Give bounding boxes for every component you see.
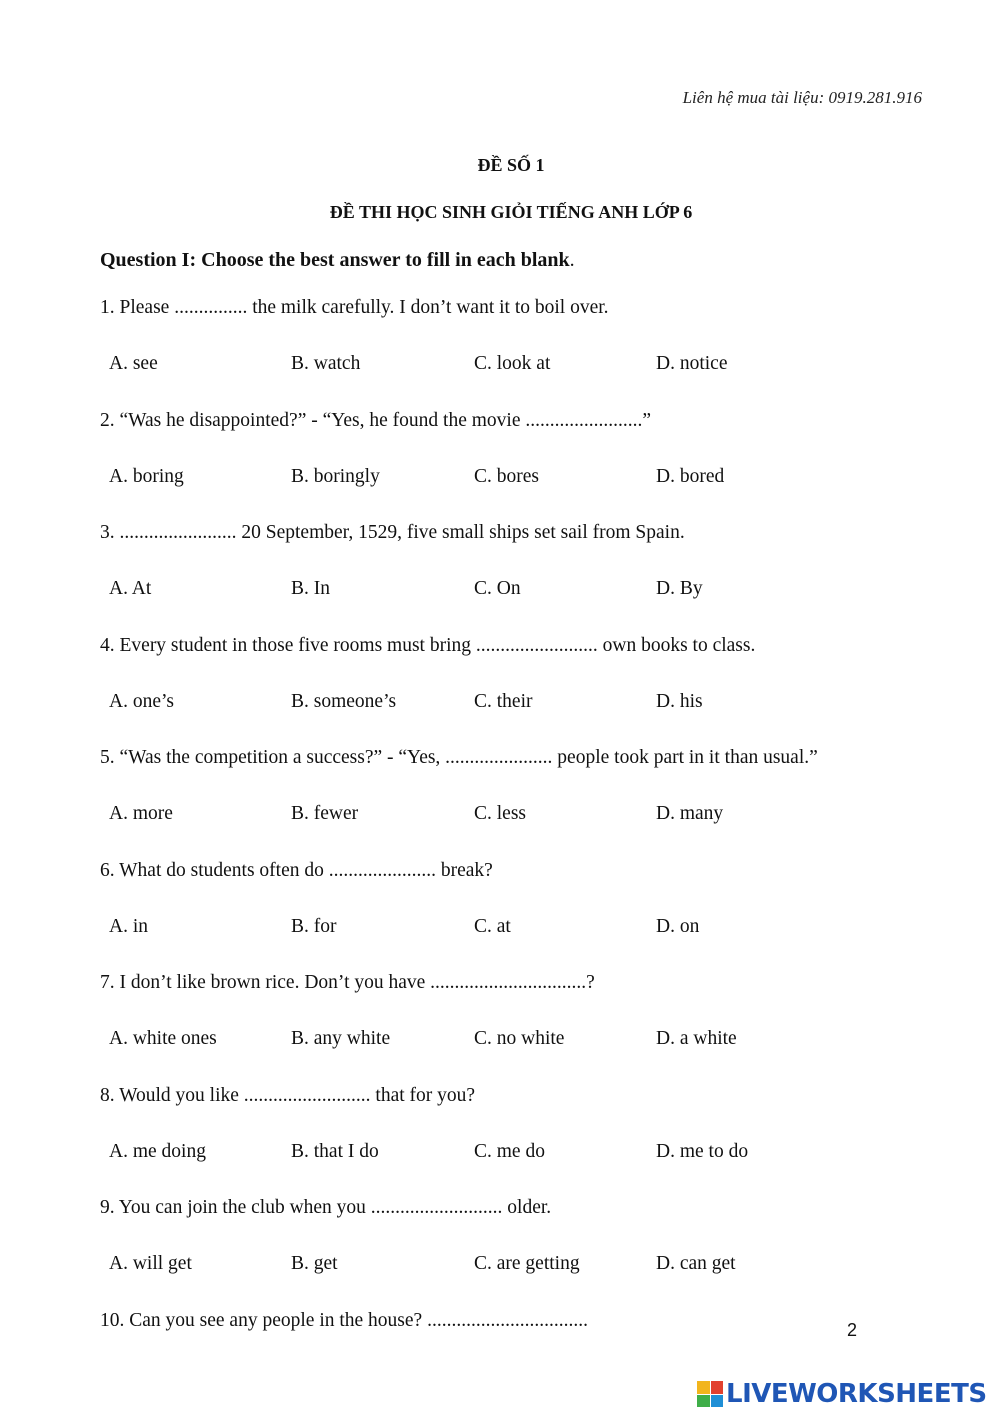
exam-title: ĐỀ THI HỌC SINH GIỎI TIẾNG ANH LỚP 6 [329, 202, 693, 222]
question-5-option-d: D. many [656, 803, 724, 824]
question-5-option-a: A. more [109, 803, 173, 824]
question-8-option-a: A. me doing [109, 1140, 206, 1162]
question-9-option-d: D. can get [656, 1253, 736, 1274]
question-3-option-a: A. At [109, 578, 152, 599]
question-stem-8: 8. Would you like .......................... that for you? [100, 1084, 476, 1106]
section-heading-text: Question I: Choose the best answer to fill in each blank [100, 249, 570, 271]
question-7-option-c: C. no white [474, 1028, 565, 1049]
logo-square-2 [711, 1381, 724, 1394]
question-5-option-b: B. fewer [291, 803, 359, 824]
question-3-option-b: B. In [291, 578, 330, 599]
question-7-option-d: D. a white [656, 1028, 737, 1049]
question-8-option-b: B. that I do [291, 1140, 379, 1162]
question-9-option-a: A. will get [109, 1253, 192, 1274]
question-stem-3: 3. ........................ 20 September, 1529, five small ships set sail from Spain. [100, 522, 685, 543]
question-4-option-d: D. his [656, 690, 703, 712]
brand-name: LIVEWORKSHEETS [726, 1379, 987, 1409]
logo-square-4 [711, 1395, 724, 1408]
question-1-option-c: C. look at [474, 353, 551, 374]
question-stem-5: 5. “Was the competition a success?” - “Yes, ...................... people took part in it than usual.” [100, 747, 818, 768]
question-stem-7: 7. I don’t like brown rice. Don’t you have ................................? [100, 972, 595, 993]
question-4-option-c: C. their [474, 690, 533, 712]
logo-square-1 [697, 1381, 710, 1394]
question-7-option-b: B. any white [291, 1028, 391, 1049]
question-9-option-b: B. get [291, 1253, 338, 1274]
question-4-option-a: A. one’s [109, 690, 174, 712]
question-3-option-c: C. On [474, 578, 521, 599]
question-2-option-a: A. boring [109, 465, 184, 487]
question-9-option-c: C. are getting [474, 1253, 580, 1274]
question-6-option-c: C. at [474, 915, 511, 937]
contact-line: Liên hệ mua tài liệu: 0919.281.916 [682, 88, 922, 107]
question-5-option-c: C. less [474, 803, 527, 824]
question-stem-9: 9. You can join the club when you ........................... older. [100, 1197, 552, 1218]
liveworksheets-logo-icon [697, 1381, 723, 1407]
liveworksheets-brand [697, 1378, 987, 1410]
section-heading-period: . [569, 249, 575, 271]
question-1-option-d: D. notice [656, 353, 728, 374]
question-8-option-d: D. me to do [656, 1140, 749, 1162]
question-7-option-a: A. white ones [109, 1028, 217, 1049]
question-2-option-d: D. bored [656, 465, 725, 487]
section-heading [100, 249, 575, 272]
question-6-option-a: A. in [109, 915, 148, 937]
question-8-option-c: C. me do [474, 1140, 545, 1162]
question-1-option-a: A. see [109, 353, 158, 374]
question-6-option-b: B. for [291, 915, 337, 937]
page-number: 2 [847, 1320, 858, 1340]
question-2-option-b: B. boringly [291, 465, 380, 487]
question-1-option-b: B. watch [291, 353, 361, 374]
exam-number-title: ĐỀ SỐ 1 [477, 155, 545, 175]
question-stem-6: 6. What do students often do ...................... break? [100, 859, 493, 881]
question-4-option-b: B. someone’s [291, 690, 397, 712]
question-stem-2: 2. “Was he disappointed?” - “Yes, he found the movie ........................” [100, 409, 651, 431]
question-stem-1: 1. Please ............... the milk carefully. I don’t want it to boil over. [100, 297, 609, 318]
question-stem-4: 4. Every student in those five rooms must bring ......................... own books to class. [100, 634, 756, 656]
question-2-option-c: C. bores [474, 465, 539, 487]
question-3-option-d: D. By [656, 578, 703, 599]
question-stem-10: 10. Can you see any people in the house? ................................. [100, 1309, 588, 1331]
question-6-option-d: D. on [656, 915, 700, 937]
logo-square-3 [697, 1395, 710, 1408]
